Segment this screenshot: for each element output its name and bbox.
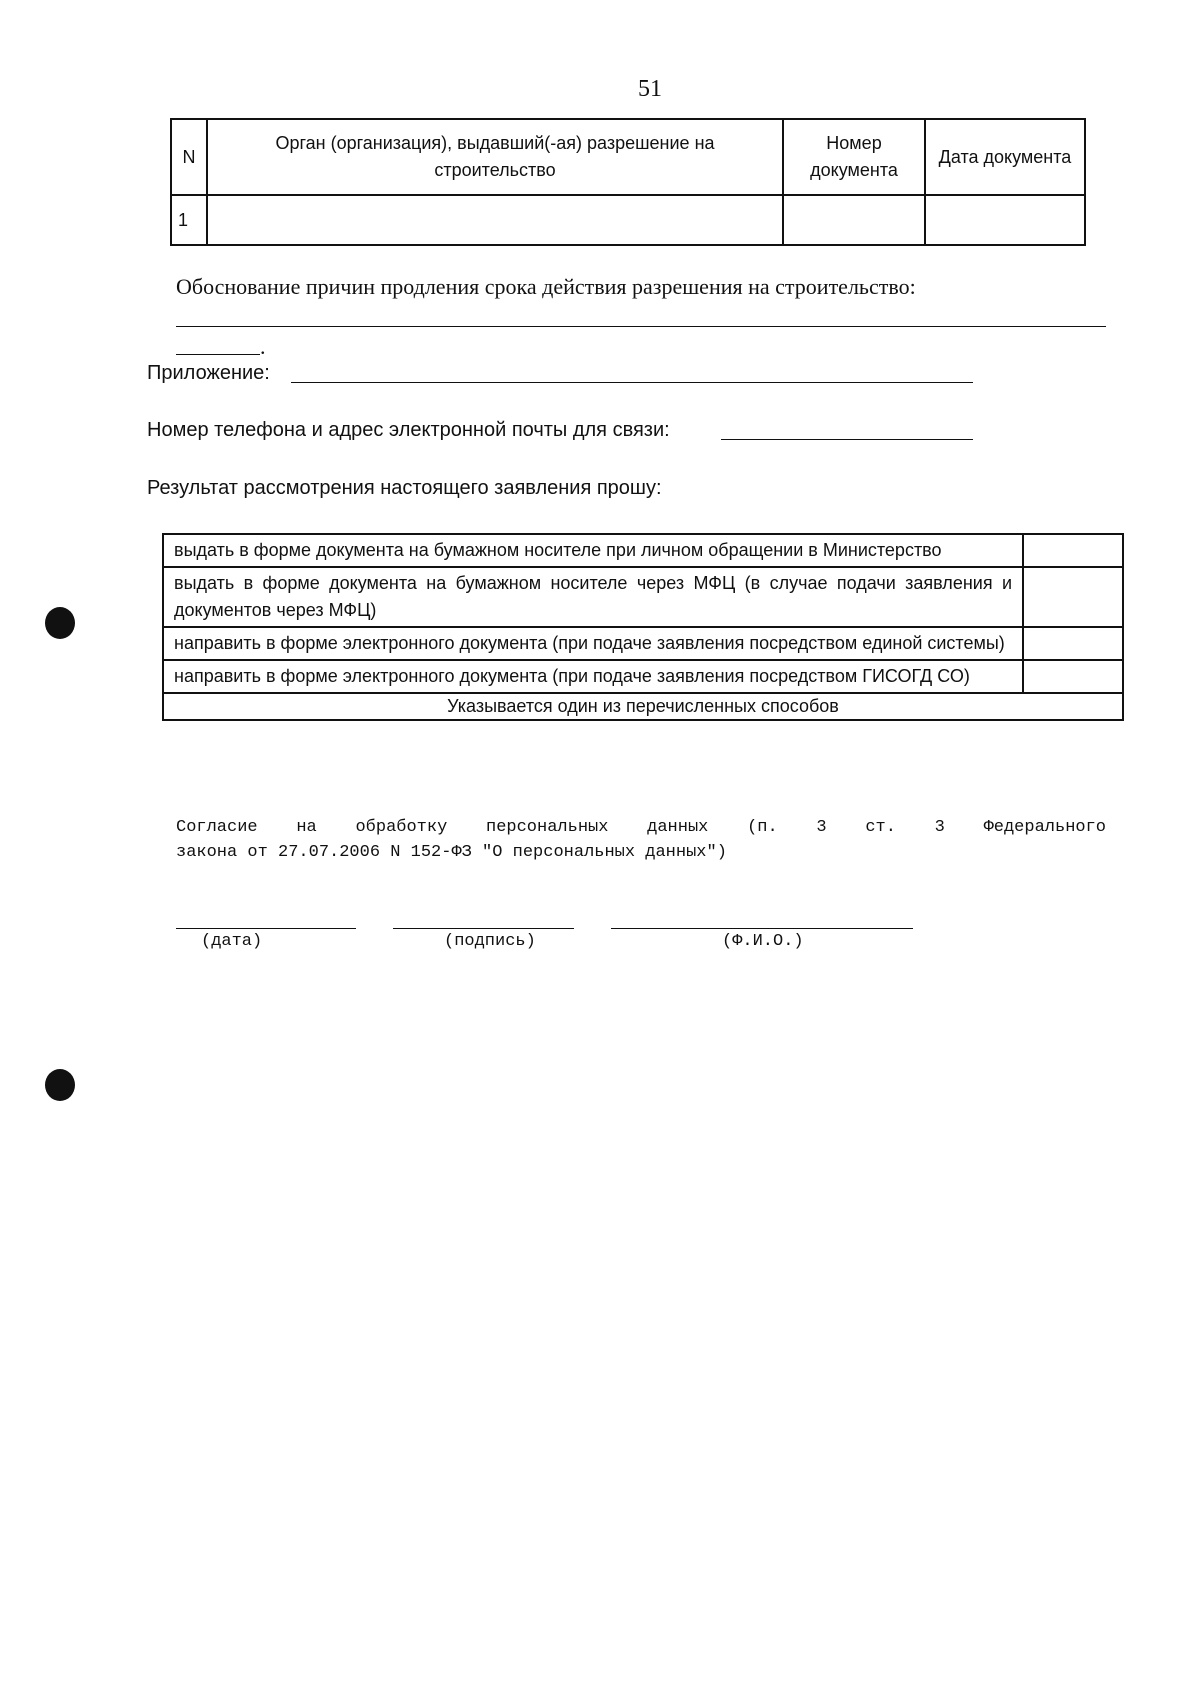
result-note: Указывается один из перечисленных способов [163,693,1123,720]
result-note-row [163,693,1123,720]
consent-line-1: Согласие на обработку персональных данных (п. 3 ст. 3 Федерального [176,818,1106,837]
result-option-checkbox[interactable] [1023,534,1123,567]
row-organ-cell[interactable] [207,195,783,245]
punch-hole-icon [45,607,75,639]
justification-input-line-2[interactable] [176,354,260,355]
attachment-input-line[interactable] [291,382,973,383]
contact-label: Номер телефона и адрес электронной почты для связи: [147,419,670,441]
result-option-text: направить в форме электронного документа (при подаче заявления посредством единой системы) [163,627,1023,660]
result-option-row [163,627,1123,660]
attachment-label: Приложение: [147,362,270,384]
row-n: 1 [171,195,207,245]
result-option-checkbox[interactable] [1023,660,1123,693]
header-doc-date: Дата документа [925,119,1085,195]
consent-line-2: закона от 27.07.2006 N 152-ФЗ "О персональных данных") [176,843,727,862]
table-row [171,195,1085,245]
justification-label: Обоснование причин продления срока действия разрешения на строительство: [176,274,916,299]
result-option-row [163,534,1123,567]
signature-input-line[interactable] [393,928,574,929]
result-option-checkbox[interactable] [1023,627,1123,660]
header-organ: Орган (организация), выдавший(-ая) разрешение на строительство [207,119,783,195]
result-option-text: направить в форме электронного документа (при подаче заявления посредством ГИСОГД СО) [163,660,1023,693]
result-option-row [163,567,1123,627]
permit-table-header [171,119,1085,195]
row-doc-number-cell[interactable] [783,195,925,245]
result-option-checkbox[interactable] [1023,567,1123,627]
contact-input-line[interactable] [721,439,973,440]
justification-end-mark: . [260,334,266,359]
row-doc-date-cell[interactable] [925,195,1085,245]
name-label: (Ф.И.О.) [722,932,804,951]
page-number: 51 [638,76,662,102]
result-option-row [163,660,1123,693]
header-doc-number: Номер документа [783,119,925,195]
result-option-text: выдать в форме документа на бумажном носителе при личном обращении в Министерство [163,534,1023,567]
header-n: N [171,119,207,195]
punch-hole-icon [45,1069,75,1101]
signature-label: (подпись) [444,932,536,951]
result-option-text: выдать в форме документа на бумажном носителе через МФЦ (в случае подачи заявления и документов через МФЦ) [163,567,1023,627]
result-label: Результат рассмотрения настоящего заявления прошу: [147,477,662,499]
date-label: (дата) [201,932,263,951]
name-input-line[interactable] [611,928,913,929]
justification-input-line-1[interactable] [176,326,1106,327]
consent-text [176,815,1106,865]
date-input-line[interactable] [176,928,356,929]
result-options-table [162,533,1124,721]
permit-table [170,118,1086,246]
